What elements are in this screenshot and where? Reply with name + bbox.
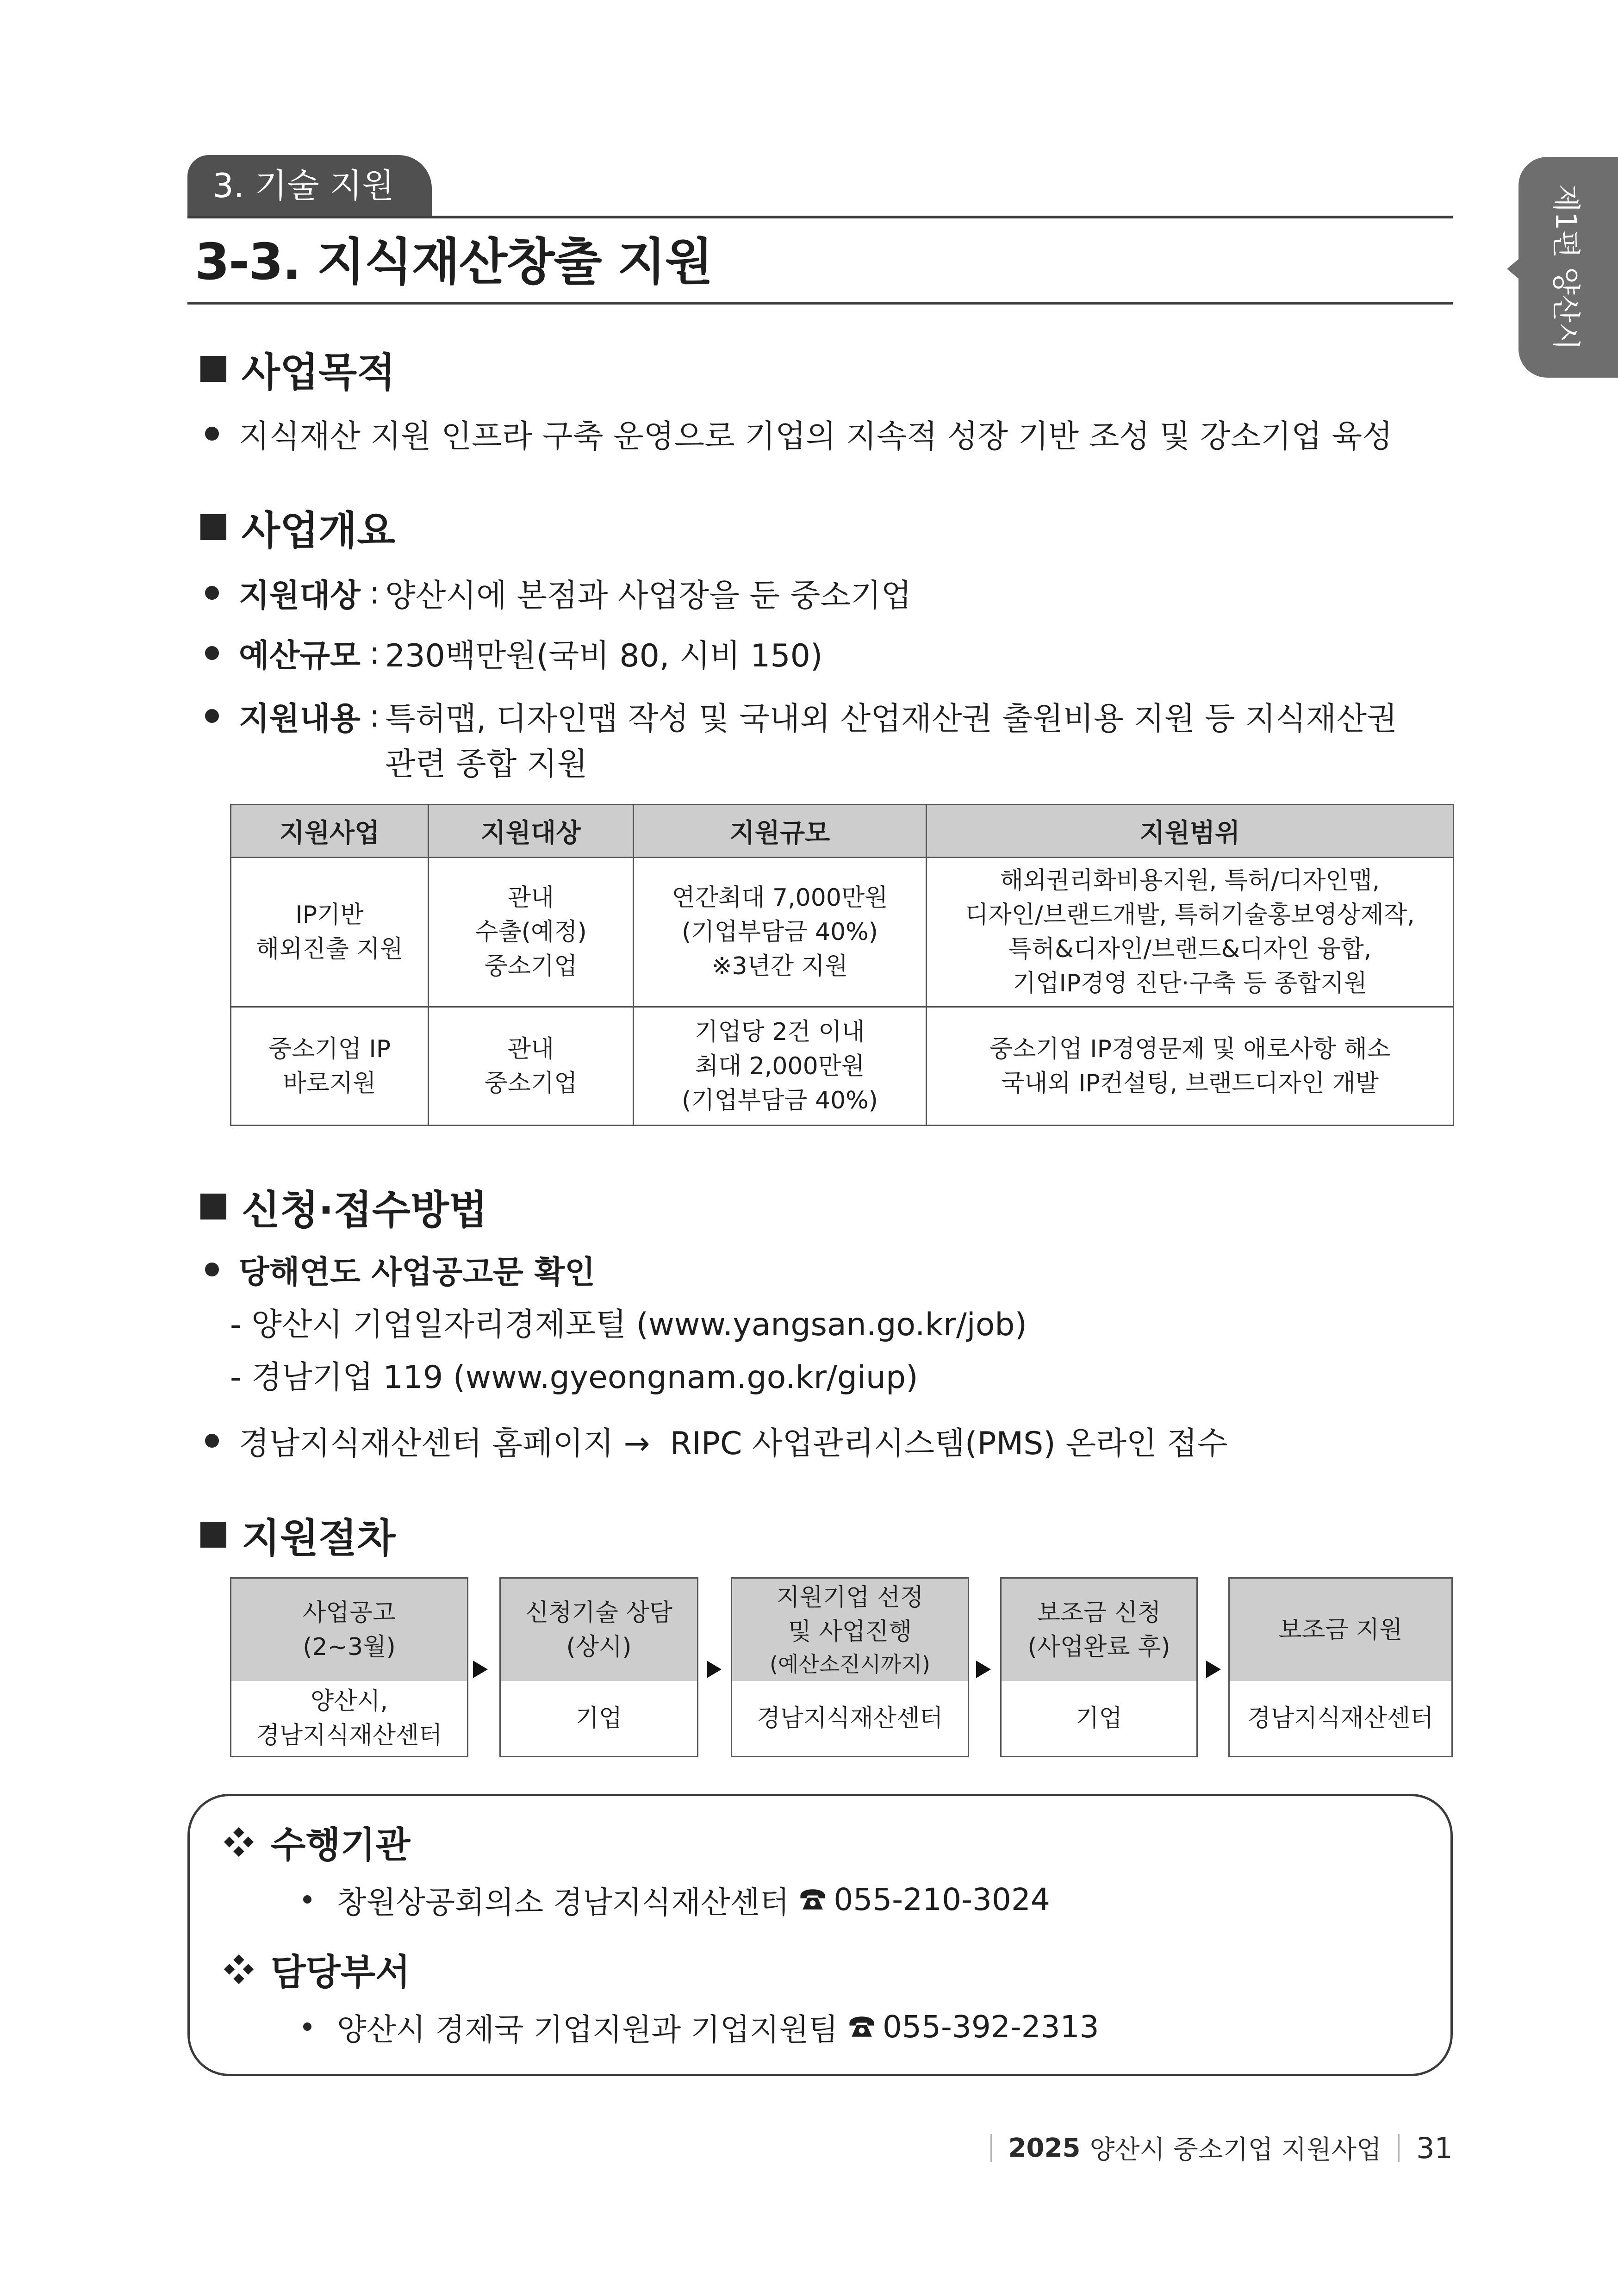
overview-value: 230백만원(국비 80, 시비 150) [385, 637, 823, 674]
agency-phone: 055-210-3024 [834, 1881, 1050, 1917]
step-actor [1002, 1681, 1196, 1756]
overview-separator: : [369, 635, 380, 672]
application-source-gyeongnam: - 경남기업 119 (www.gyeongnam.go.kr/giup) [230, 1359, 918, 1396]
stage-line: (사업완료 후) [1027, 1633, 1170, 1661]
procedure-step [1228, 1577, 1453, 1757]
procedure-step [499, 1577, 698, 1757]
cell-line: ※3년간 지원 [711, 952, 848, 980]
application-heading [200, 1181, 487, 1232]
cell-line: (기업부담금 40%) [682, 918, 878, 946]
diamond-cluster-icon [223, 1953, 255, 1985]
cell-line: 연간최대 7,000만원 [672, 884, 888, 912]
cell-line: 중소기업 IP [268, 1035, 391, 1063]
stage-note: (예산소진시까지) [770, 1651, 930, 1677]
circle-bullet-icon [205, 646, 219, 660]
side-tab-label: 제1편 양산시 [1549, 184, 1583, 350]
agency-contact [303, 1876, 1050, 1923]
heading-label: 사업목적 [242, 349, 396, 396]
dot-bullet-icon [303, 2022, 311, 2031]
heading-label: 신청·접수방법 [242, 1187, 488, 1233]
procedure-step [731, 1577, 969, 1757]
table-cell [927, 1007, 1454, 1126]
actor-line: 기업 [1076, 1705, 1122, 1732]
department-contact [303, 2004, 1099, 2050]
stage-line: 보조금 신청 [1037, 1599, 1161, 1627]
overview-label: 예산규모 [239, 637, 361, 674]
cell-line: 중소기업 [484, 952, 578, 980]
footer-title: 양산시 중소기업 지원사업 [1089, 2135, 1382, 2165]
table-header-cell: 지원규모 [634, 805, 927, 858]
step-stage [1230, 1579, 1451, 1681]
purpose-text: 지식재산 지원 인프라 구축 운영으로 기업의 지속적 성장 기반 조성 및 강소기업 육성 [239, 418, 1393, 455]
table-cell [231, 1007, 429, 1126]
cell-line: (기업부담금 40%) [682, 1086, 878, 1114]
overview-separator: : [369, 697, 380, 734]
overview-item-target [205, 572, 911, 614]
table-row [231, 1007, 1454, 1126]
table-cell [231, 858, 429, 1007]
square-bullet-icon [200, 356, 226, 382]
table-row [231, 858, 1454, 1007]
cell-line: 기업당 2건 이내 [695, 1018, 865, 1046]
table-cell [927, 858, 1454, 1007]
side-tab-pointer-icon [1507, 259, 1518, 279]
heading-label: 지원절차 [242, 1515, 396, 1562]
side-chapter-tab [1518, 157, 1618, 378]
overview-item-budget [205, 632, 822, 674]
overview-value: 양산시에 본점과 사업장을 둔 중소기업 [385, 577, 912, 614]
overview-heading [200, 502, 395, 553]
cell-line: 특허&디자인/브랜드&디자인 융합, [1008, 935, 1372, 963]
diamond-cluster-icon [223, 1826, 255, 1858]
department-phone: 055-392-2313 [883, 2009, 1099, 2045]
circle-bullet-icon [205, 427, 219, 441]
overview-label: 지원대상 [239, 577, 361, 614]
procedure-step [230, 1577, 468, 1757]
cell-line: 중소기업 IP경영문제 및 애로사항 해소 [989, 1035, 1391, 1063]
dot-bullet-icon [303, 1895, 311, 1904]
stage-line: 사업공고 [303, 1599, 396, 1627]
table-cell [429, 1007, 634, 1126]
square-bullet-icon [200, 1194, 226, 1220]
circle-bullet-icon [205, 1434, 219, 1448]
department-name: 양산시 경제국 기업지원과 기업지원팀 [337, 2011, 839, 2047]
application-notice [205, 1249, 595, 1290]
application-online [205, 1420, 1228, 1462]
step-actor [501, 1681, 697, 1756]
purpose-heading [200, 343, 395, 394]
stage-line: 및 사업진행 [788, 1618, 912, 1646]
circle-bullet-icon [205, 1263, 219, 1276]
application-online-text: 경남지식재산센터 홈페이지 → RIPC 사업관리시스템(PMS) 온라인 접수 [239, 1425, 1228, 1462]
cell-line: 최대 2,000만원 [695, 1052, 865, 1080]
overview-label: 지원내용 [239, 700, 361, 737]
actor-line: 기업 [575, 1705, 622, 1732]
stage-line: 신청기술 상담 [525, 1599, 672, 1627]
page-footer [974, 2127, 1453, 2169]
circle-bullet-icon [205, 709, 219, 723]
cell-line: 중소기업 [484, 1069, 578, 1097]
square-bullet-icon [200, 514, 226, 540]
table-cell [429, 858, 634, 1007]
arrow-right-icon [473, 1661, 488, 1678]
stage-line: 지원기업 선정 [776, 1583, 924, 1612]
department-heading-label: 담당부서 [271, 1952, 411, 1993]
stage-line: (2~3월) [303, 1633, 396, 1661]
application-source-yangsan: - 양산시 기업일자리경제포털 (www.yangsan.go.kr/job) [230, 1307, 1027, 1343]
table-header-row [231, 805, 1454, 858]
page-title: 3-3. 지식재산창출 지원 [195, 233, 712, 291]
cell-line: 수출(예정) [475, 918, 587, 946]
procedure-step [1000, 1577, 1198, 1757]
table-header-cell: 지원대상 [429, 805, 634, 858]
contact-box [187, 1794, 1453, 2076]
cell-line: 해외진출 지원 [256, 935, 403, 963]
actor-line: 양산시, [310, 1687, 388, 1715]
arrow-right-icon [707, 1661, 722, 1678]
agency-heading [223, 1819, 410, 1865]
overview-item-content [205, 695, 1397, 737]
footer-year: 2025 [1008, 2133, 1081, 2163]
table-cell [634, 858, 927, 1007]
procedure-heading [200, 1509, 395, 1560]
overview-separator: : [369, 574, 380, 611]
agency-heading-label: 수행기관 [271, 1824, 411, 1866]
step-actor [732, 1681, 968, 1756]
step-actor [1230, 1681, 1451, 1756]
actor-line: 경남지식재산센터 [256, 1722, 442, 1749]
cell-line: 바로지원 [283, 1069, 376, 1097]
square-bullet-icon [200, 1522, 226, 1548]
footer-divider [990, 2134, 992, 2162]
purpose-item [205, 413, 1393, 454]
application-notice-text: 당해연도 사업공고문 확인 [239, 1254, 595, 1291]
cell-line: 디자인/브랜드개발, 특허기술홍보영상제작, [965, 901, 1415, 929]
table-header-cell: 지원사업 [231, 805, 429, 858]
overview-value: 특허맵, 디자인맵 작성 및 국내외 산업재산권 출원비용 지원 등 지식재산권 [385, 700, 1397, 737]
step-stage [231, 1579, 467, 1681]
step-actor [231, 1681, 467, 1756]
title-rule [187, 302, 1453, 305]
cell-line: 기업IP경영 진단·구축 등 종합지원 [1013, 970, 1367, 997]
actor-line: 경남지식재산센터 [1247, 1705, 1434, 1732]
arrow-right-icon [976, 1661, 991, 1678]
cell-line: 관내 [507, 884, 554, 912]
phone-icon [848, 2013, 875, 2040]
step-stage [732, 1579, 968, 1681]
cell-line: IP기반 [295, 901, 364, 929]
footer-divider [1398, 2134, 1400, 2162]
circle-bullet-icon [205, 586, 219, 600]
department-heading [223, 1946, 410, 1992]
section-tab [187, 155, 432, 217]
cell-line: 관내 [507, 1035, 554, 1063]
phone-icon [799, 1886, 826, 1913]
top-rule [187, 216, 1453, 218]
cell-line: 국내외 IP컨설팅, 브랜드디자인 개발 [1001, 1069, 1379, 1097]
heading-label: 사업개요 [242, 508, 396, 554]
page-number: 31 [1416, 2131, 1453, 2165]
step-stage [1002, 1579, 1196, 1681]
actor-line: 경남지식재산센터 [757, 1705, 943, 1732]
cell-line: 해외권리화비용지원, 특허/디자인맵, [1000, 867, 1380, 895]
table-header-cell: 지원범위 [927, 805, 1454, 858]
section-tab-label: 3. 기술 지원 [212, 166, 394, 205]
overview-value-continuation: 관련 종합 지원 [385, 746, 588, 783]
step-stage [501, 1579, 697, 1681]
stage-line: (상시) [566, 1633, 632, 1661]
stage-line: 보조금 지원 [1278, 1616, 1403, 1644]
table-cell [634, 1007, 927, 1126]
support-table [230, 804, 1454, 1126]
arrow-right-icon [1206, 1661, 1221, 1678]
agency-name: 창원상공회의소 경남지식재산센터 [337, 1884, 790, 1920]
